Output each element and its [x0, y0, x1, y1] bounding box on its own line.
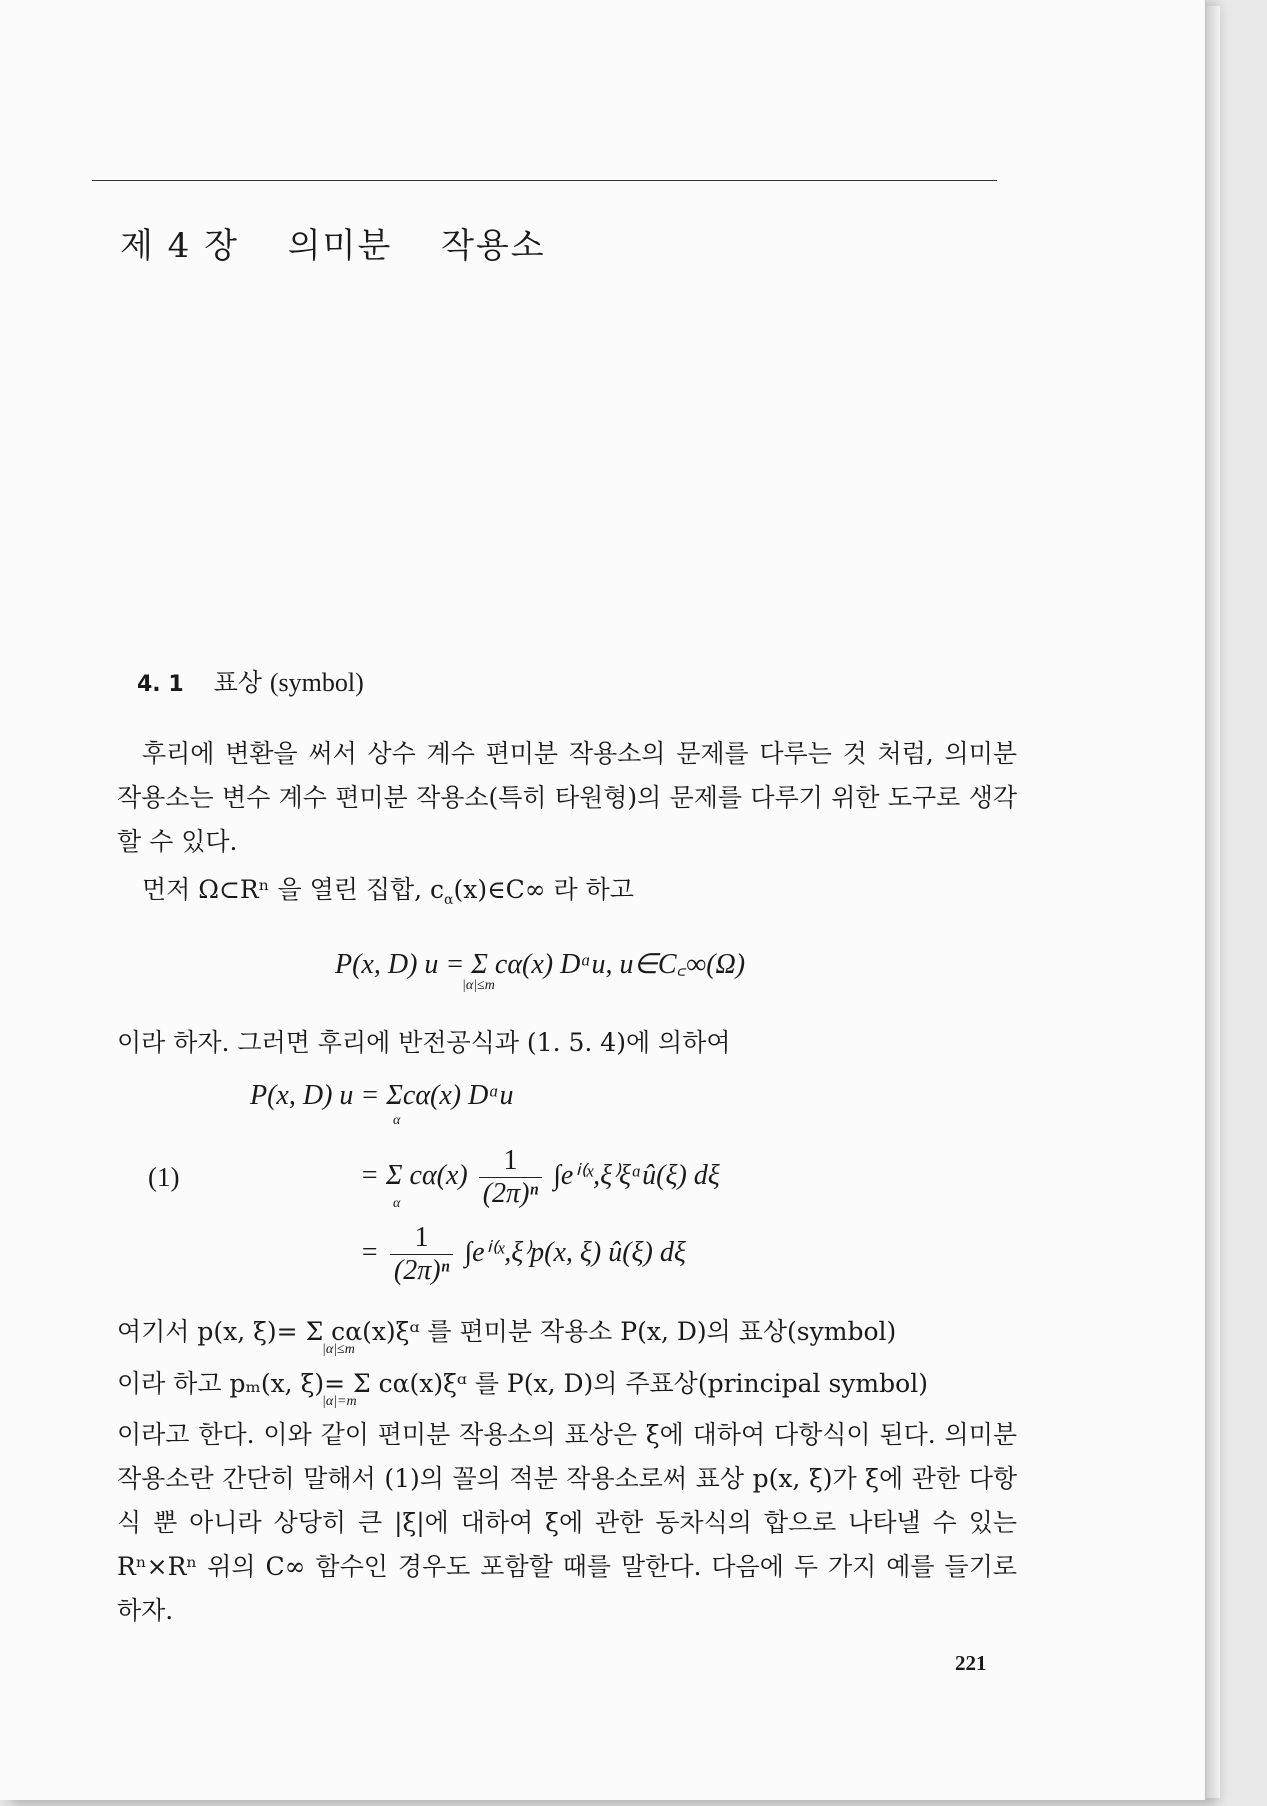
intro-paragraph: 후리에 변환을 써서 상수 계수 편미분 작용소의 문제를 다루는 것 처럼, 의미분 작용소는 변수 계수 편미분 작용소(특히 타원형)의 문제를 다루기 위한 도구로 생각할 수 있다.	[117, 739, 1017, 856]
equation-label: (1)	[148, 1162, 180, 1192]
equation-line-2-left: = Σ cα(x)	[360, 1159, 468, 1191]
equation-line-3-denominator: (2π)ⁿ	[393, 1255, 450, 1286]
setup-line	[142, 870, 634, 908]
equation-line-3-integral: ∫eⁱ⁽ˣ,ξ⁾p(x, ξ) û(ξ) dξ	[464, 1236, 686, 1268]
equation-line-1-subscript: α	[393, 1113, 401, 1128]
chapter-title	[120, 218, 582, 267]
chapter-number: 제 4 장	[120, 225, 239, 266]
section-number: 4. 1	[137, 672, 184, 697]
equation-definition-text: P(x, D) u = Σ cα(x) Dᵅu, u∈C꜀∞(Ω)	[335, 949, 746, 980]
symbol-definition-subscript-2: |α|=m	[322, 1394, 357, 1409]
after-definition-line: 이라 하자. 그러면 후리에 반전공식과 (1. 5. 4)에 의하여	[117, 1028, 731, 1057]
equation-line-2	[360, 1145, 720, 1210]
section-heading	[137, 663, 364, 699]
chapter-title-word-1: 의미분	[287, 225, 393, 266]
section-title-latin: (symbol)	[269, 668, 364, 697]
equation-line-2-subscript: α	[393, 1196, 401, 1211]
equation-line-3: = $\frac{1}{\text{(2π)ⁿ}}$ ∫eⁱ⁽ˣ,ξ⁾p(x, ξ) û(ξ) dξ	[360, 1222, 686, 1286]
equation-definition	[335, 944, 745, 982]
symbol-definition-line-2: 이라 하고 pₘ(x, ξ)= Σ cα(x)ξᵅ 를 P(x, D)의 주표상(principal symbol)	[117, 1369, 928, 1398]
chapter-title-word-2: 작용소	[441, 225, 546, 266]
conclusion-paragraph: 이라고 한다. 이와 같이 편미분 작용소의 표상은 ξ에 대하여 다항식이 된다. 의미분 작용소란 간단히 말해서 (1)의 꼴의 적분 작용소로써 표상 p(x, ξ)가 ξ에 관한 다항식 뿐 아니라 상당히 큰 |ξ|에 대하여 ξ에 관한 동차식의 합으로 나타낼 수 있는 Rⁿ×Rⁿ 위의 C∞ 함수인 경우도 포함할 때를 말한다. 다음에 두 가지 예를 들기로 하자.	[117, 1420, 1017, 1625]
equation-line-2-fraction	[479, 1145, 543, 1210]
setup-tail: (x)∈C∞ 라 하고	[453, 875, 634, 904]
setup-subscript: α	[444, 892, 454, 908]
symbol-definition-subscript-1: |α|≤m	[322, 1342, 355, 1357]
equation-line-2-integral: ∫eⁱ⁽ˣ,ξ⁾ξᵅû(ξ) dξ	[553, 1159, 720, 1191]
equation-line-2-numerator: 1	[479, 1145, 543, 1178]
symbol-definition-line-1: 여기서 p(x, ξ)= Σ cα(x)ξᵅ 를 편미분 작용소 P(x, D)의 표상(symbol)	[117, 1317, 897, 1346]
equation-definition-subscript: |α|≤m	[462, 978, 495, 993]
equation-line-2-denominator: (2π)ⁿ	[482, 1178, 539, 1209]
section-title: 표상	[213, 668, 262, 697]
chapter-rule	[92, 180, 997, 181]
equation-line-1: P(x, D) u = Σcα(x) Dᵅu	[250, 1080, 514, 1111]
setup-lead: 먼저 Ω⊂Rⁿ 을 열린 집합, c	[142, 875, 445, 904]
equation-line-3-numerator: 1	[390, 1222, 454, 1255]
page-edge	[1206, 6, 1220, 1798]
page-number: 221	[955, 1651, 987, 1675]
equation-line-3-fraction	[390, 1222, 454, 1287]
